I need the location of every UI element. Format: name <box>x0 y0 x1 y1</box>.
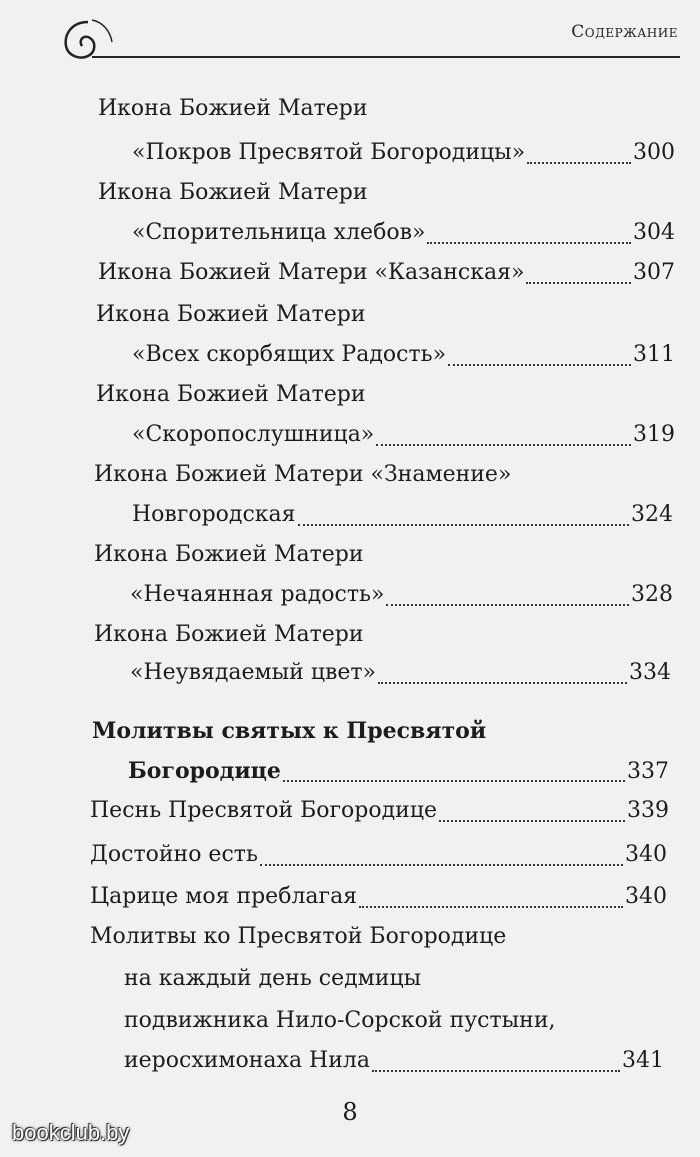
dot-leader <box>527 162 631 164</box>
toc-entry-subtitle: иеросхимонаха Нила <box>124 1048 370 1073</box>
toc-entry-subtitle: Новгородская <box>132 502 296 527</box>
toc-page-number: 339 <box>627 798 669 823</box>
toc-entry-subtitle: «Спорительница хлебов» <box>132 220 426 245</box>
toc-page-number: 311 <box>633 342 675 367</box>
dot-leader <box>427 242 631 244</box>
toc-entry-line <box>98 254 675 292</box>
toc-entry-line <box>130 654 671 692</box>
toc-entry-title: Достойно есть <box>90 842 258 867</box>
running-title: Содержание <box>571 22 678 42</box>
toc-entry-line <box>130 576 673 614</box>
dot-leader <box>448 364 631 366</box>
toc-entry-subtitle: «Нечаянная радость» <box>130 582 385 607</box>
toc-entry-title: Икона Божией Матери <box>94 622 364 647</box>
watermark: bookclub.by <box>12 1120 130 1145</box>
dot-leader <box>386 604 629 606</box>
toc-entry-title: Царице моя преблагая <box>90 884 358 909</box>
toc-entry-title: Песнь Пресвятой Богородице <box>90 798 437 823</box>
toc-entry-title: Икона Божией Матери <box>94 542 364 567</box>
toc-page-number: 337 <box>627 759 669 784</box>
toc-entry-title: Икона Божией Матери <box>96 382 366 407</box>
dot-leader <box>372 1070 620 1072</box>
toc-entry-line <box>128 752 669 790</box>
dot-leader <box>283 780 625 782</box>
toc-entry-line <box>90 792 669 830</box>
toc-entry-line <box>132 416 675 454</box>
toc-entry-line <box>132 496 673 534</box>
toc-entry-line <box>132 214 675 252</box>
page-number: 8 <box>342 1098 358 1126</box>
header-rule <box>92 56 680 58</box>
toc-page-number: 328 <box>631 582 673 607</box>
toc-section-subtitle: Богородице <box>128 758 281 784</box>
toc-entry-subtitle: «Покров Пресвятой Богородицы» <box>132 140 526 165</box>
toc-entry-title: Икона Божией Матери <box>98 180 368 205</box>
dot-leader <box>298 524 629 526</box>
toc-entry-subtitle: «Всех скорбящих Радость» <box>132 342 447 367</box>
ornament-icon <box>58 12 118 68</box>
toc-entry-title: Икона Божией Матери «Знамение» <box>94 462 512 487</box>
toc-page-number: 304 <box>633 220 675 245</box>
toc-page-number: 324 <box>631 502 673 527</box>
toc-section-title: Молитвы святых к Пресвятой <box>92 718 487 744</box>
toc-entry-title: Икона Божией Матери <box>98 96 368 121</box>
toc-entry-title: Икона Божией Матери <box>96 302 366 327</box>
toc-page-number: 300 <box>633 140 675 165</box>
toc-page-number: 340 <box>625 884 667 909</box>
dot-leader <box>376 444 631 446</box>
toc-page-number: 341 <box>622 1048 664 1073</box>
toc-page-number: 319 <box>633 422 675 447</box>
toc-entry-subtitle: на каждый день седмицы <box>124 966 422 991</box>
toc-entry-line <box>124 1042 664 1080</box>
toc-entry-line <box>90 878 667 916</box>
toc-page-number: 307 <box>633 260 675 285</box>
toc-entry-line <box>132 134 675 172</box>
toc-entry-title: Икона Божией Матери «Казанская» <box>98 260 525 285</box>
toc-entry-subtitle: подвижника Нило-Сорской пустыни, <box>124 1008 556 1033</box>
dot-leader <box>260 864 623 866</box>
toc-page-number: 334 <box>629 660 671 685</box>
toc-page-number: 340 <box>625 842 667 867</box>
dot-leader <box>526 282 631 284</box>
toc-entry-line <box>132 336 675 374</box>
toc-entry-title: Молитвы ко Пресвятой Богородице <box>90 924 507 949</box>
toc-entry-line <box>90 836 667 874</box>
dot-leader <box>439 820 625 822</box>
dot-leader <box>378 682 627 684</box>
toc-entry-subtitle: «Скоропослушница» <box>132 422 375 447</box>
toc-entry-subtitle: «Неувядаемый цвет» <box>130 660 377 685</box>
dot-leader <box>359 906 623 908</box>
